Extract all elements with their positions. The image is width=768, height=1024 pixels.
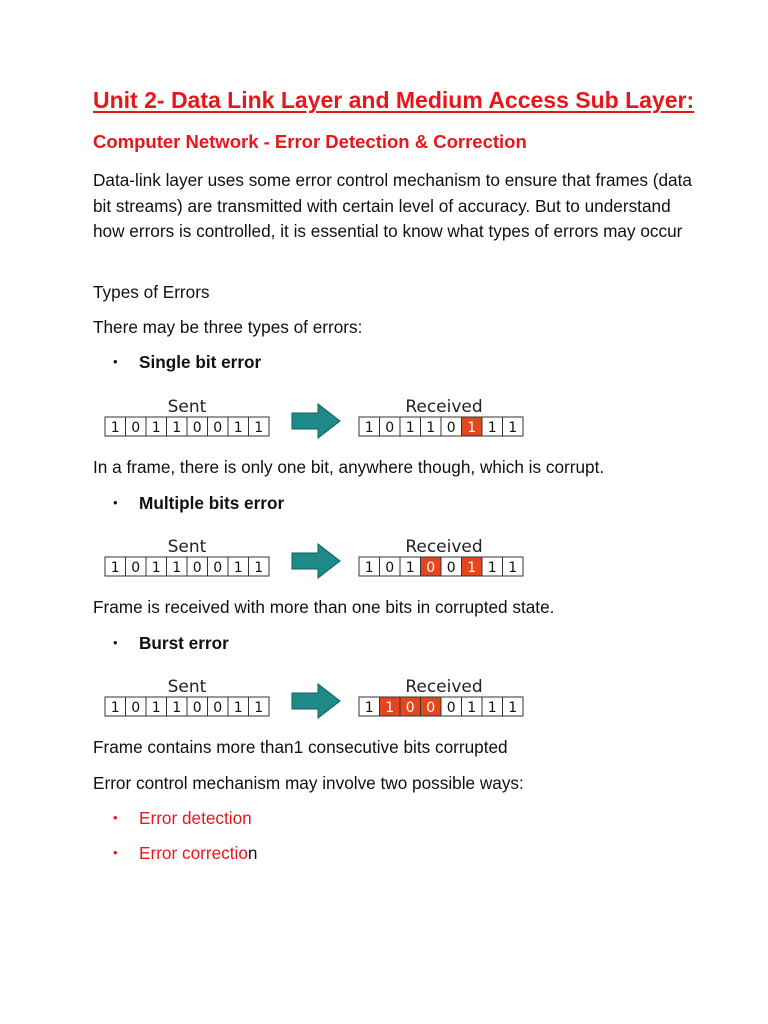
types-heading: Types of Errors: [93, 282, 210, 302]
received-bit-value: 1: [405, 420, 415, 436]
sent-bit-value: 0: [213, 700, 223, 716]
received-bit-value: 0: [426, 700, 436, 716]
sent-bit-value: 0: [131, 560, 141, 576]
received-bit-value: 1: [487, 560, 497, 576]
sent-bit-value: 1: [151, 700, 161, 716]
way-label-black: n: [247, 843, 258, 863]
bullet-single-bit-error: [113, 352, 261, 373]
sent-bit-value: 0: [192, 420, 202, 436]
received-bit-value: 1: [364, 700, 374, 716]
sent-bit-value: 1: [151, 420, 161, 436]
page-title: Unit 2- Data Link Layer and Medium Access Sub Layer:: [93, 87, 695, 113]
received-label: Received: [405, 397, 483, 417]
way-label-red: Error detection: [139, 808, 252, 828]
bullet-dot: •: [113, 354, 118, 369]
sent-bit-value: 1: [254, 420, 264, 436]
received-bit-value: 1: [467, 700, 477, 716]
sent-bit-value: 0: [131, 420, 141, 436]
bullet-label: Single bit error: [139, 352, 262, 372]
bullet-dot: •: [113, 845, 118, 860]
bullet-dot: •: [113, 495, 118, 510]
bit-stream-figure: [100, 395, 530, 439]
section-subtitle: Computer Network - Error Detection & Correction: [93, 131, 527, 152]
received-bit-value: 1: [426, 420, 436, 436]
sent-bit-value: 1: [233, 420, 243, 436]
received-bit-value: 0: [385, 560, 395, 576]
sent-bit-value: 0: [192, 560, 202, 576]
sent-bit-value: 0: [131, 700, 141, 716]
bit-stream-figure: [100, 675, 530, 719]
sent-bit-value: 1: [254, 560, 264, 576]
received-bit-value: 1: [405, 560, 415, 576]
bullet-label: Multiple bits error: [139, 493, 285, 513]
sent-bit-value: 0: [213, 560, 223, 576]
figure-single-bit-error: [100, 395, 530, 439]
sent-bit-value: 1: [172, 560, 182, 576]
bullet-multiple-bits-error: [113, 493, 284, 514]
received-bit-value: 1: [364, 560, 374, 576]
arrow-icon: [292, 684, 340, 718]
bit-stream-figure: [100, 535, 530, 579]
received-bit-value: 0: [385, 420, 395, 436]
bullet-error-detection: [113, 808, 252, 829]
received-label: Received: [405, 537, 483, 557]
single-bit-description: In a frame, there is only one bit, anywhere though, which is corrupt.: [93, 457, 605, 477]
sent-bit-value: 1: [172, 420, 182, 436]
received-label: Received: [405, 677, 483, 697]
types-intro: There may be three types of errors:: [93, 317, 363, 337]
sent-bit-value: 1: [110, 560, 120, 576]
sent-bit-value: 1: [254, 700, 264, 716]
figure-burst-error: [100, 675, 530, 719]
multiple-bits-description: Frame is received with more than one bits in corrupted state.: [93, 597, 555, 617]
bullet-dot: •: [113, 810, 118, 825]
mechanism-intro: Error control mechanism may involve two possible ways:: [93, 773, 524, 793]
received-bit-value: 0: [426, 560, 436, 576]
sent-bit-value: 0: [213, 420, 223, 436]
sent-bit-value: 1: [151, 560, 161, 576]
received-bit-value: 1: [364, 420, 374, 436]
sent-label: Sent: [167, 677, 207, 697]
sent-bit-value: 1: [110, 420, 120, 436]
sent-bit-value: 1: [172, 700, 182, 716]
received-bit-value: 1: [487, 420, 497, 436]
sent-bit-value: 1: [110, 700, 120, 716]
received-bit-value: 0: [405, 700, 415, 716]
sent-label: Sent: [167, 537, 207, 557]
sent-label: Sent: [167, 397, 207, 417]
received-bit-value: 1: [508, 560, 518, 576]
intro-paragraph: Data-link layer uses some error control mechanism to ensure that frames (data bit streams) are transmitted with certain level of accuracy. But to understand how errors is controlled, it is essential to know what types of errors may occur: [93, 170, 692, 241]
sent-bit-value: 1: [233, 560, 243, 576]
bullet-label: Burst error: [139, 633, 229, 653]
received-bit-value: 1: [508, 420, 518, 436]
received-bit-value: 0: [446, 420, 456, 436]
bullet-burst-error: [113, 633, 229, 654]
sent-bit-value: 0: [192, 700, 202, 716]
received-bit-value: 0: [446, 560, 456, 576]
bullet-dot: •: [113, 635, 118, 650]
received-bit-value: 1: [385, 700, 395, 716]
arrow-icon: [292, 404, 340, 438]
burst-description: Frame contains more than1 consecutive bits corrupted: [93, 737, 508, 757]
received-bit-value: 1: [467, 420, 477, 436]
way-label-red: Error correctio: [139, 843, 248, 863]
received-bit-value: 1: [508, 700, 518, 716]
received-bit-value: 0: [446, 700, 456, 716]
received-bit-value: 1: [467, 560, 477, 576]
arrow-icon: [292, 544, 340, 578]
bullet-error-correction: [113, 843, 257, 864]
figure-multiple-bits-error: [100, 535, 530, 579]
received-bit-value: 1: [487, 700, 497, 716]
sent-bit-value: 1: [233, 700, 243, 716]
